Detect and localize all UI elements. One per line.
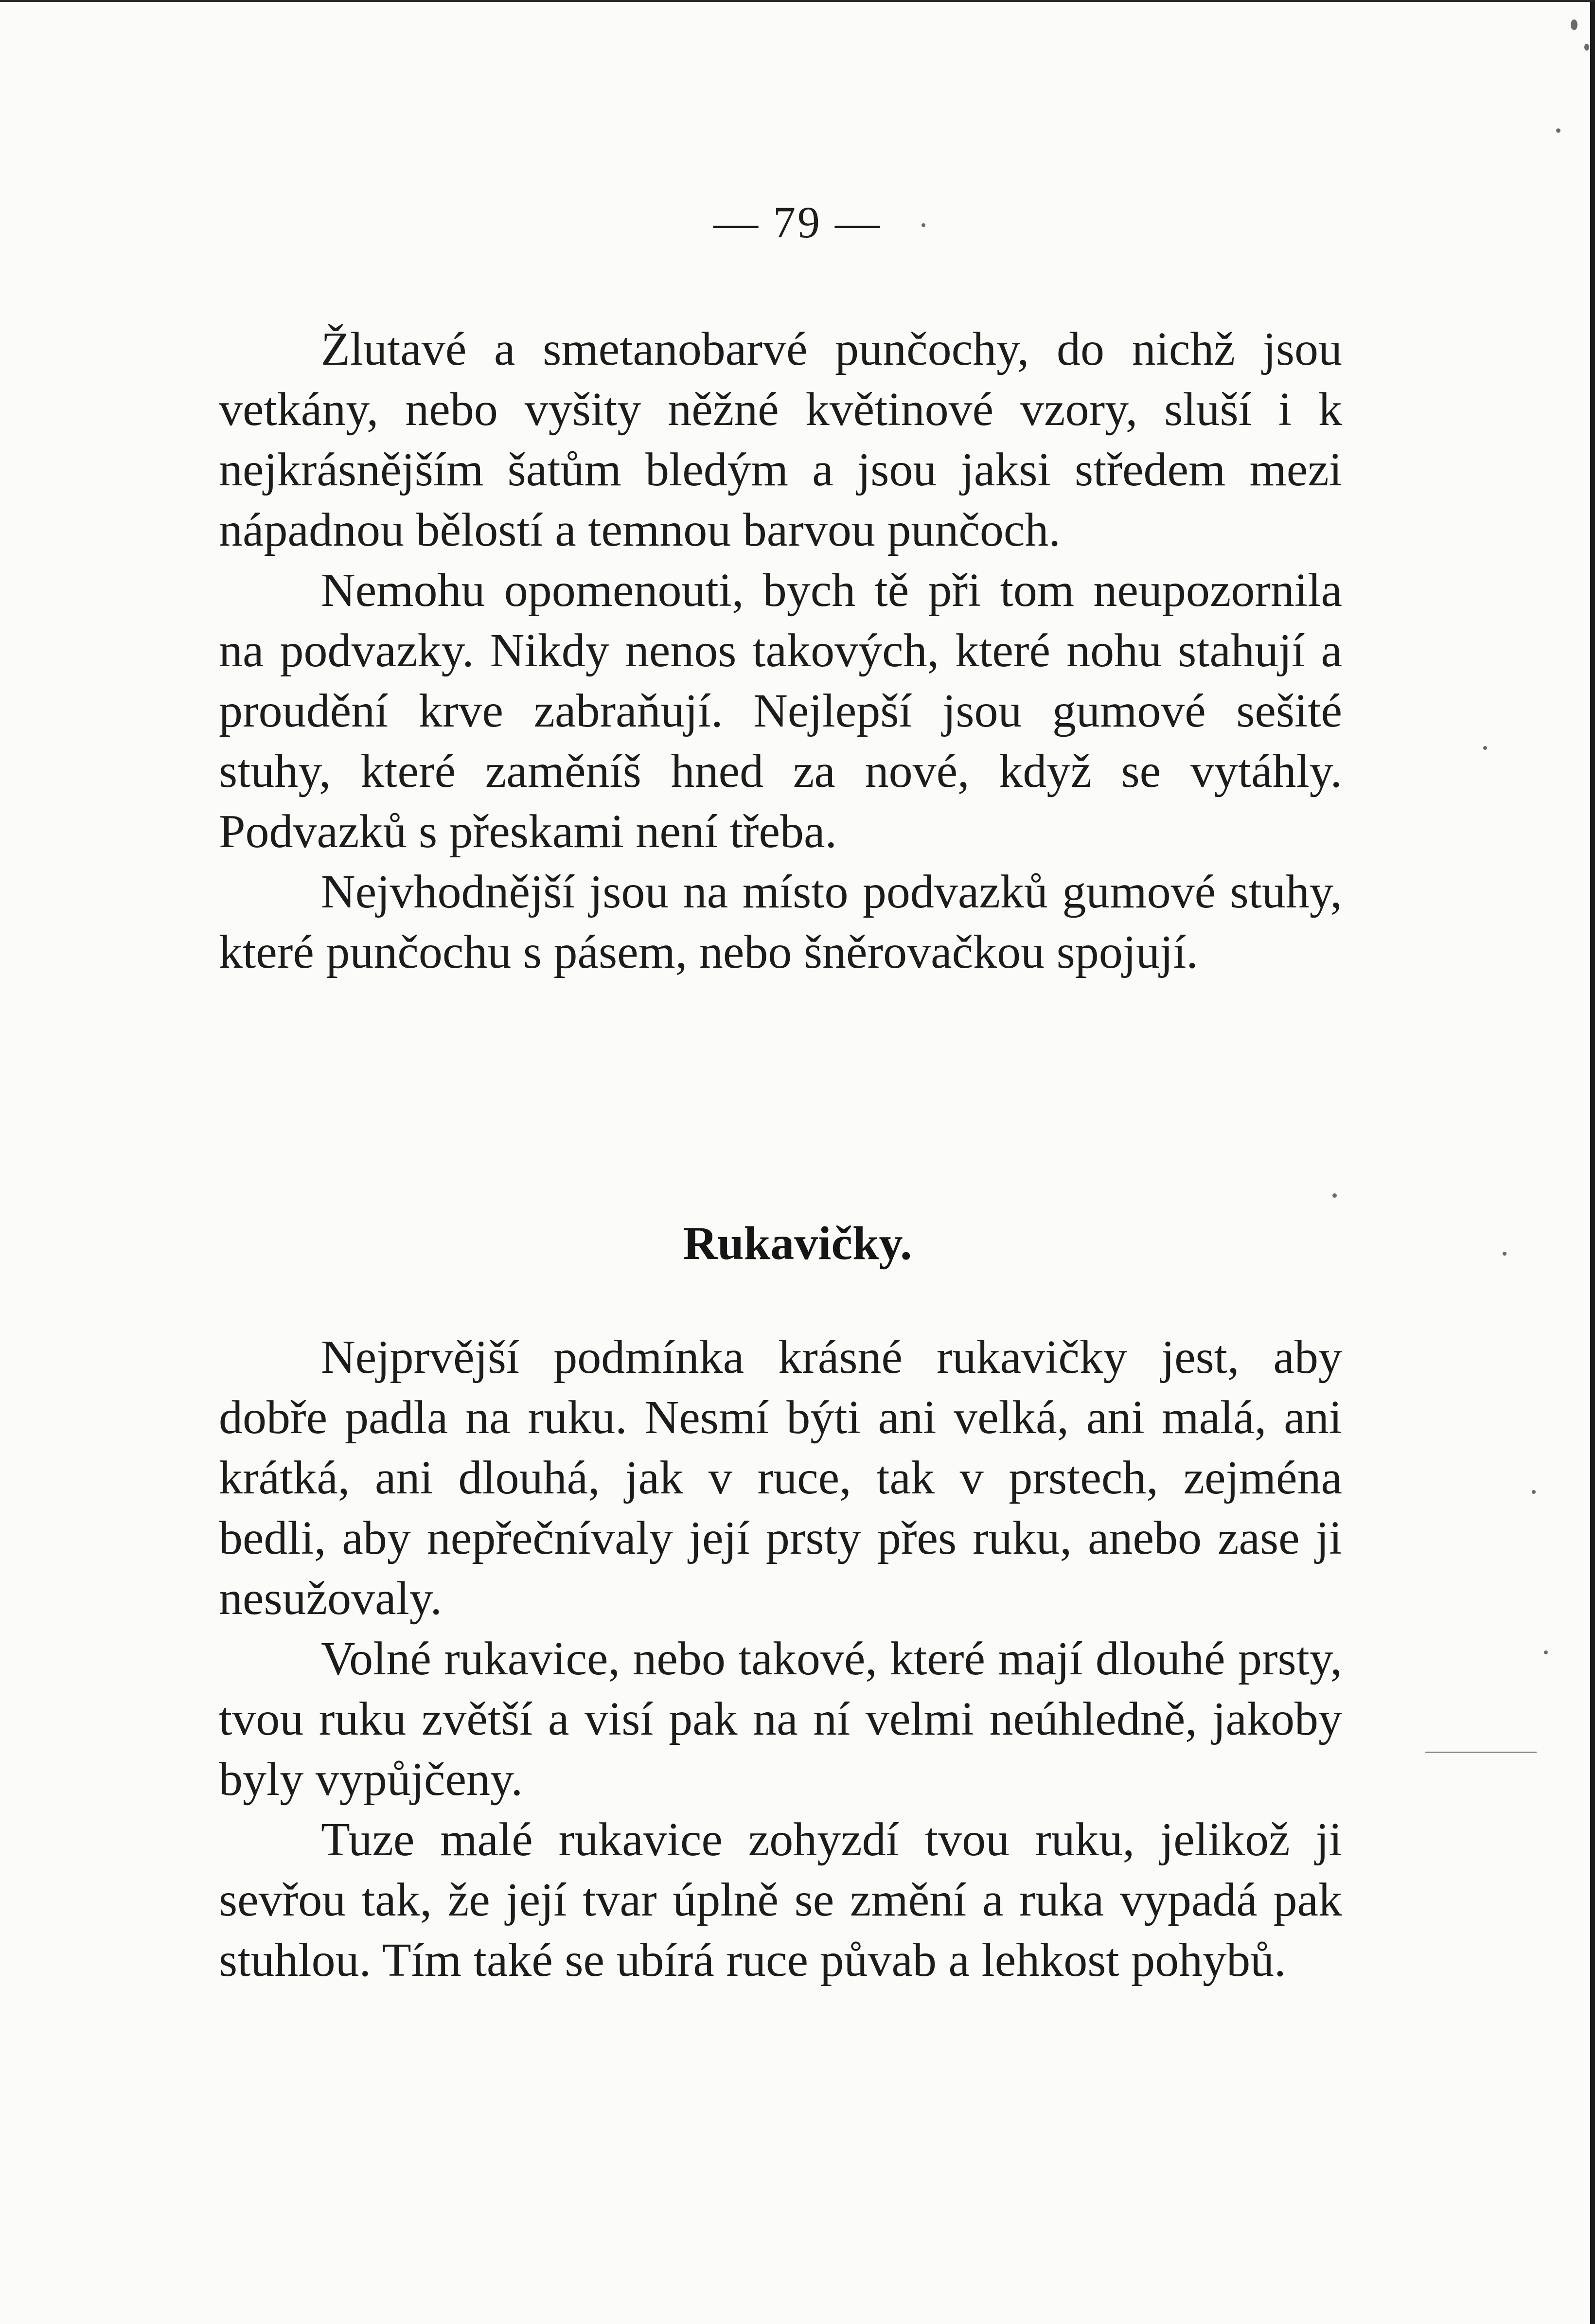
page-number: — 79 — <box>713 197 882 247</box>
paragraph: Tuze malé rukavice zohyzdí tvou ruku, jelikož ji sevřou tak, že její tvar úplně se změní a ruka vypadá pak stuhlou. Tím také se ubírá ruce půvab a lehkost pohybů. <box>219 1813 1342 1987</box>
paragraph: Žlutavé a smetanobarvé punčochy, do nichž jsou vetkány, nebo vyšity něžné květinové vzory, sluší i k nejkrásnějším šatům bledým a jsou jaksi středem mezi nápadnou bělostí a temnou barvou punčoch. <box>219 323 1342 556</box>
section-heading: Rukavičky. <box>683 1217 912 1270</box>
scan-speck <box>1532 1490 1536 1494</box>
scan-edge-line <box>1425 1752 1537 1753</box>
scan-speck <box>1483 746 1487 750</box>
section-one-text <box>219 319 1342 982</box>
scan-speck <box>1332 1193 1337 1198</box>
scan-speck <box>1584 44 1589 51</box>
section-two-text <box>219 1327 1342 1990</box>
paragraph: Nejvhodnější jsou na místo podvazků gumové stuhy, které punčochu s pásem, nebo šněrovačkou spojují. <box>219 866 1342 978</box>
scan-speck <box>1544 1650 1548 1654</box>
scan-speck <box>1556 128 1560 133</box>
paragraph: Nemohu opomenouti, bych tě při tom neupozornila na podvazky. Nikdy nenos takových, které nohu stahují a proudění krve zabraňují. Nejlepší jsou gumové sešité stuhy, které zaměníš hned za nové, když se vytáhly. Podvazků s přeskami není třeba. <box>219 564 1342 858</box>
paragraph: Volné rukavice, nebo takové, které mají dlouhé prsty, tvou ruku zvětší a visí pak na ní velmi neúhledně, jakoby byly vypůjčeny. <box>219 1632 1342 1806</box>
paragraph: Nejprvější podmínka krásné rukavičky jest, aby dobře padla na ruku. Nesmí býti ani velká, ani malá, ani krátká, ani dlouhá, jak v ruce, tak v prstech, zejména bedli, aby nepřečnívaly její prsty přes ruku, anebo zase ji nesužovaly. <box>219 1331 1342 1625</box>
scan-speck <box>1571 19 1577 30</box>
